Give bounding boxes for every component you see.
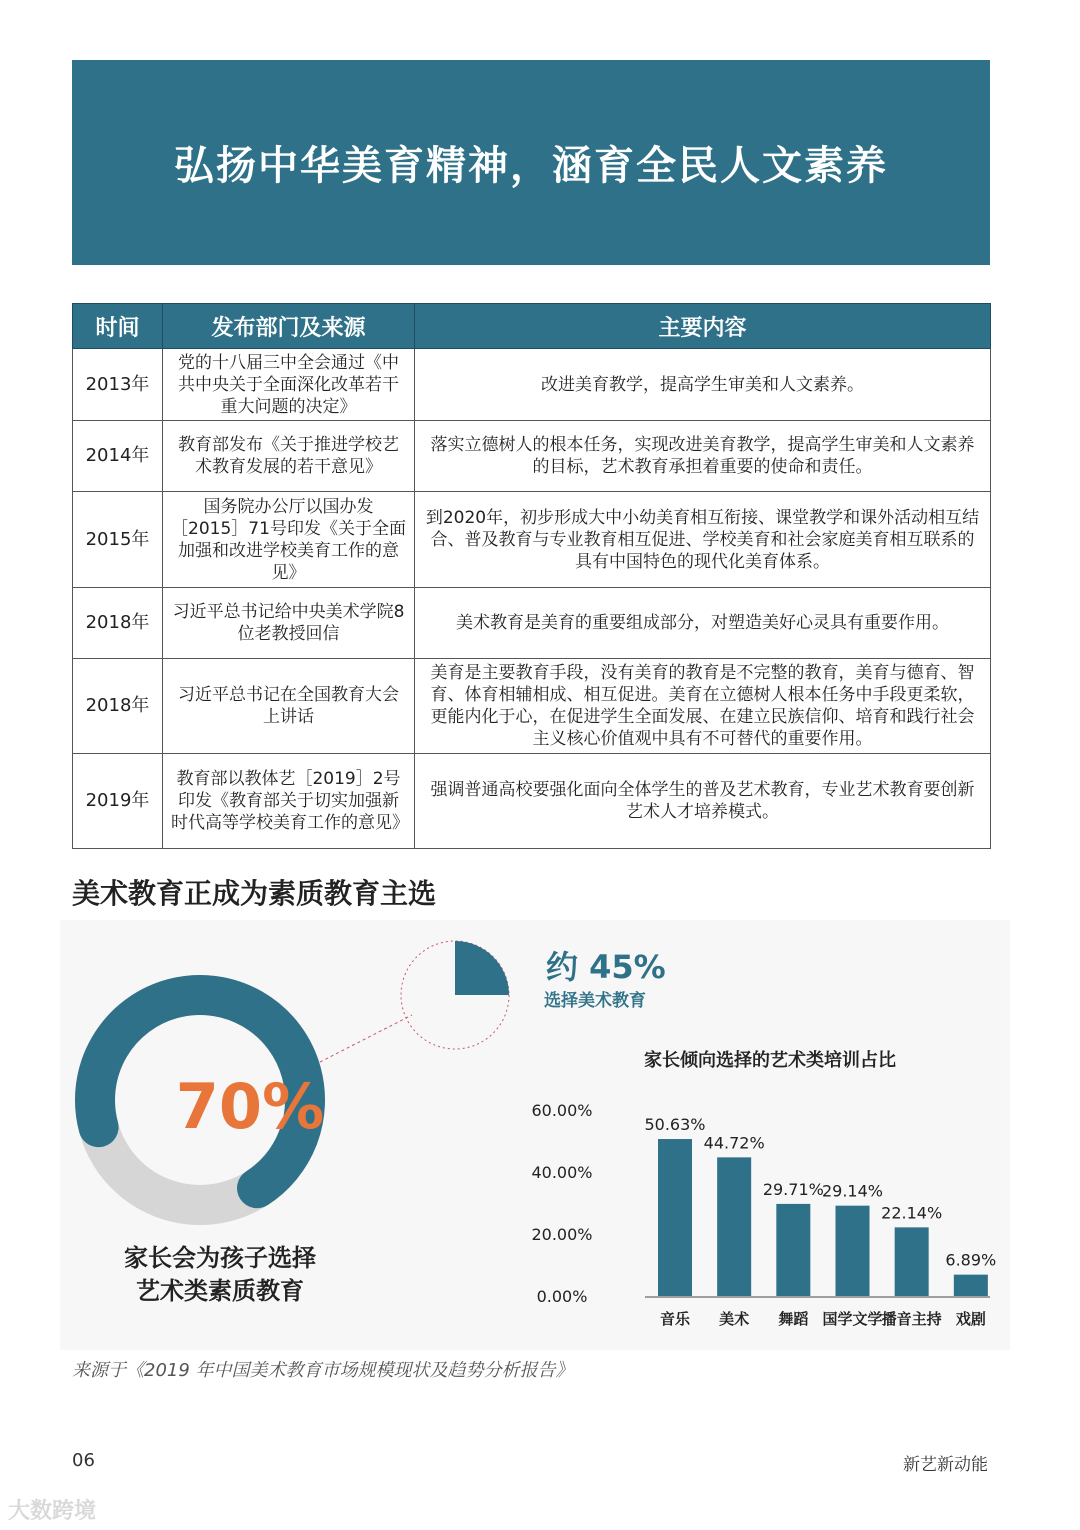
row-source: 习近平总书记给中央美术学院8位老教授回信 bbox=[163, 588, 415, 659]
y-tick-label: 60.00% bbox=[531, 1101, 593, 1120]
row-source: 教育部以教体艺［2019］2号印发《教育部关于切实加强新时代高等学校美育工作的意见》 bbox=[163, 754, 415, 849]
row-content: 美术教育是美育的重要组成部分，对塑造美好心灵具有重要作用。 bbox=[415, 588, 991, 659]
row-year: 2018年 bbox=[73, 588, 163, 659]
row-source: 党的十八届三中全会通过《中共中央关于全面深化改革若干重大问题的决定》 bbox=[163, 349, 415, 421]
table-row bbox=[73, 492, 991, 588]
row-source: 国务院办公厅以国办发［2015］71号印发《关于全面加强和改进学校美育工作的意见》 bbox=[163, 492, 415, 588]
y-tick-label: 0.00% bbox=[536, 1287, 588, 1306]
header-time: 时间 bbox=[73, 304, 163, 349]
chart-title: 家长倾向选择的艺术类培训占比 bbox=[644, 1050, 896, 1071]
y-tick-label: 40.00% bbox=[531, 1163, 593, 1182]
row-content: 美育是主要教育手段，没有美育的教育是不完整的教育，美育与德育、智育、体育相辅相成、相互促进。美育在立德树人根本任务中手段更柔软，更能内化于心，在促进学生全面发展、在建立民族信仰、培育和践行社会主义核心价值观中具有不可替代的重要作用。 bbox=[415, 659, 991, 754]
bar bbox=[658, 1139, 692, 1296]
bar bbox=[776, 1204, 810, 1296]
row-content: 改进美育教学，提高学生审美和人文素养。 bbox=[415, 349, 991, 421]
y-tick-label: 20.00% bbox=[531, 1225, 593, 1244]
bar bbox=[895, 1227, 929, 1296]
bar-value-label: 44.72% bbox=[703, 1133, 765, 1153]
infographic-panel bbox=[60, 920, 1010, 1350]
header-source: 发布部门及来源 bbox=[163, 304, 415, 349]
bar-value-label: 29.14% bbox=[821, 1181, 884, 1201]
section-title: 美术教育正成为素质教育主选 bbox=[72, 877, 437, 910]
x-tick-label: 戏剧 bbox=[955, 1310, 986, 1328]
row-content: 强调普通高校要强化面向全体学生的普及艺术教育，专业艺术教育要创新艺术人才培养模式。 bbox=[415, 754, 991, 849]
row-year: 2013年 bbox=[73, 349, 163, 421]
bar bbox=[836, 1206, 870, 1296]
row-source: 教育部发布《关于推进学校艺术教育发展的若干意见》 bbox=[163, 421, 415, 492]
bar-chart bbox=[480, 1090, 1000, 1340]
bar bbox=[954, 1275, 988, 1296]
table-row bbox=[73, 349, 991, 421]
policy-table bbox=[72, 303, 991, 849]
row-year: 2019年 bbox=[73, 754, 163, 849]
x-tick-label: 播音主持 bbox=[881, 1310, 942, 1328]
bar-value-label: 50.63% bbox=[644, 1115, 706, 1135]
x-tick-label: 国学文学 bbox=[822, 1310, 883, 1328]
page-title: 弘扬中华美育精神，涵育全民人文素养 bbox=[174, 143, 888, 189]
row-source: 习近平总书记在全国教育大会上讲话 bbox=[163, 659, 415, 754]
donut-caption-line: 家长会为孩子选择 bbox=[124, 1244, 316, 1272]
bar bbox=[717, 1157, 751, 1296]
callout-value: 约 45% bbox=[546, 948, 666, 986]
row-year: 2015年 bbox=[73, 492, 163, 588]
bar-value-label: 22.14% bbox=[881, 1203, 943, 1223]
table-row bbox=[73, 421, 991, 492]
callout-label: 选择美术教育 bbox=[544, 991, 646, 1011]
bar-value-label: 29.71% bbox=[762, 1179, 824, 1199]
table-header-row bbox=[73, 304, 991, 349]
x-tick-label: 美术 bbox=[719, 1310, 750, 1328]
bar-value-label: 6.89% bbox=[945, 1250, 997, 1270]
table-row bbox=[73, 588, 991, 659]
donut-caption bbox=[90, 1242, 350, 1308]
x-tick-label: 音乐 bbox=[659, 1310, 691, 1328]
header-content: 主要内容 bbox=[415, 304, 991, 349]
row-year: 2014年 bbox=[73, 421, 163, 492]
source-note: 来源于《2019 年中国美术教育市场规模现状及趋势分析报告》 bbox=[72, 1360, 574, 1381]
callout-wedge bbox=[455, 941, 509, 995]
donut-caption-line: 艺术类素质教育 bbox=[136, 1277, 304, 1305]
row-year: 2018年 bbox=[73, 659, 163, 754]
table-row bbox=[73, 754, 991, 849]
x-tick-label: 舞蹈 bbox=[778, 1310, 809, 1328]
table-row bbox=[73, 659, 991, 754]
donut-value: 70% bbox=[175, 1070, 325, 1143]
connector-line bbox=[320, 1015, 412, 1062]
title-banner bbox=[72, 60, 990, 265]
row-content: 到2020年，初步形成大中小幼美育相互衔接、课堂教学和课外活动相互结合、普及教育与专业教育相互促进、学校美育和社会家庭美育相互联系的具有中国特色的现代化美育体系。 bbox=[415, 492, 991, 588]
row-content: 落实立德树人的根本任务，实现改进美育教学，提高学生审美和人文素养的目标，艺术教育承担着重要的使命和责任。 bbox=[415, 421, 991, 492]
page-number: 06 bbox=[72, 1450, 95, 1471]
watermark-logo: 大数跨境 bbox=[8, 1499, 97, 1524]
footer-brand: 新艺新动能 bbox=[903, 1455, 988, 1475]
